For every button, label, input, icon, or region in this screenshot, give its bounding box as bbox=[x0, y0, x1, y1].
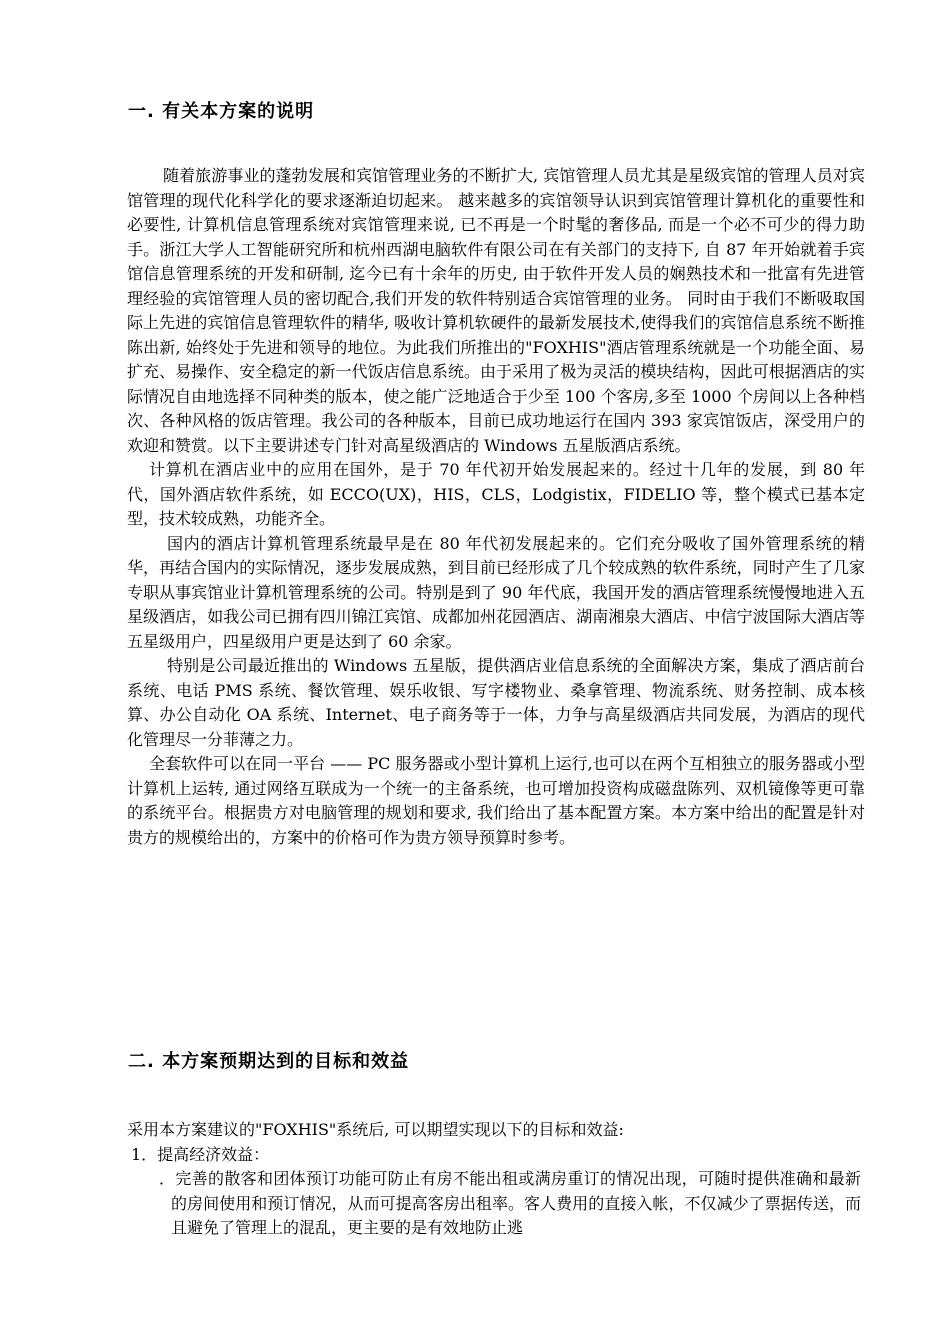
paragraph-platform: 全套软件可以在同一平台 —— PC 服务器或小型计算机上运行,也可以在两个互相独立的服务器或小型计算机上运转, 通过网络互联成为一个统一的主备系统，也可增加投资构成磁盘陈列、双机镜像等更可靠的系统平台。根据贵方对电脑管理的规划和要求, 我们给出了基本配置方案。本方案中给出的配置是针对贵方的规模给出的，方案中的价格可作为贵方领导预算时参考。 bbox=[127, 754, 865, 847]
section-2-body bbox=[127, 1118, 865, 1241]
list-item-economic-benefit: 1．提高经济效益： bbox=[131, 1144, 270, 1164]
paragraph-domestic-history: 国内的酒店计算机管理系统最早是在 80 年代初发展起来的。它们充分吸收了国外管理系统的精华，再结合国内的实际情况，逐步发展成熟，到目前已经形成了几个较成熟的软件系统，同时产生了几家专职从事宾馆业计算机管理系统的公司。特别是到了 90 年代底，我国开发的酒店管理系统慢慢地进入五星级酒店，如我公司已拥有四川锦江宾馆、成都加州花园酒店、湖南湘泉大酒店、中信宁波国际大酒店等五星级用户，四星级用户更是达到了 60 余家。 bbox=[127, 533, 865, 651]
paragraph-windows-version: 特别是公司最近推出的 Windows 五星版，提供酒店业信息系统的全面解决方案，集成了酒店前台系统、电话 PMS 系统、餐饮管理、娱乐收银、写字楼物业、桑拿管理、物流系统、财务控制、成本核算、办公自动化 OA 系统、Internet、电子商务等于一体，力争与高星级酒店共同发展，为酒店的现代化管理尽一分菲薄之力。 bbox=[127, 656, 865, 749]
sub-list-item-reservation: ．完善的散客和团体预订功能可防止有房不能出租或满房重订的情况出现，可随时提供准确和最新的房间使用和预订情况，从而可提高客房出租率。客人费用的直接入帐，不仅减少了票据传送，而且避免了管理上的混乱，更主要的是有效地防止逃 bbox=[159, 1169, 861, 1237]
section-2-intro: 采用本方案建议的"FOXHIS"系统后, 可以期望实现以下的目标和效益: bbox=[127, 1120, 624, 1139]
section-1-heading: 一. 有关本方案的说明 bbox=[128, 101, 315, 122]
section-2-heading: 二. 本方案预期达到的目标和效益 bbox=[128, 1051, 410, 1072]
paragraph-foreign-history: 计算机在酒店业中的应用在国外，是于 70 年代初开始发展起来的。经过十几年的发展，到 80 年代，国外酒店软件系统，如 ECCO(UX)，HIS，CLS，Lodgistix，FIDELIO 等，整个模式已基本定型，技术较成熟，功能齐全。 bbox=[127, 460, 865, 528]
section-1-body bbox=[127, 164, 865, 850]
paragraph-intro: 随着旅游事业的蓬勃发展和宾馆管理业务的不断扩大, 宾馆管理人员尤其是星级宾馆的管理人员对宾馆管理的现代化科学化的要求逐渐迫切起来。 越来越多的宾馆领导认识到宾馆管理计算机化的重要性和必要性, 计算机信息管理系统对宾馆管理来说, 已不再是一个时髦的奢侈品, 而是一个必不可少的得力助手。浙江大学人工智能研究所和杭州西湖电脑软件有限公司在有关部门的支持下, 自 87 年开始就着手宾馆信息管理系统的开发和研制, 迄今已有十余年的历史, 由于软件开发人员的娴熟技术和一批富有先进管理经验的宾馆管理人员的密切配合,我们开发的软件特别适合宾馆管理的业务。 同时由于我们不断吸取国际上先进的宾馆信息管理软件的精华, 吸收计算机软硬件的最新发展技术,使得我们的宾馆信息系统不断推陈出新, 始终处于先进和领导的地位。为此我们所推出的"FOXHIS"酒店管理系统就是一个功能全面、易扩充、易操作、安全稳定的新一代饭店信息系统。由于采用了极为灵活的模块结构，因此可根据酒店的实际情况自由地选择不同种类的版本，使之能广泛地适合于少至 100 个客房,多至 1000 个房间以上各种档次、各种风格的饭店管理。我公司的各种版本，目前已成功地运行在国内 393 家宾馆饭店，深受用户的欢迎和赞赏。以下主要讲述专门针对高星级酒店的 Windows 五星版酒店系统。 bbox=[127, 166, 865, 455]
